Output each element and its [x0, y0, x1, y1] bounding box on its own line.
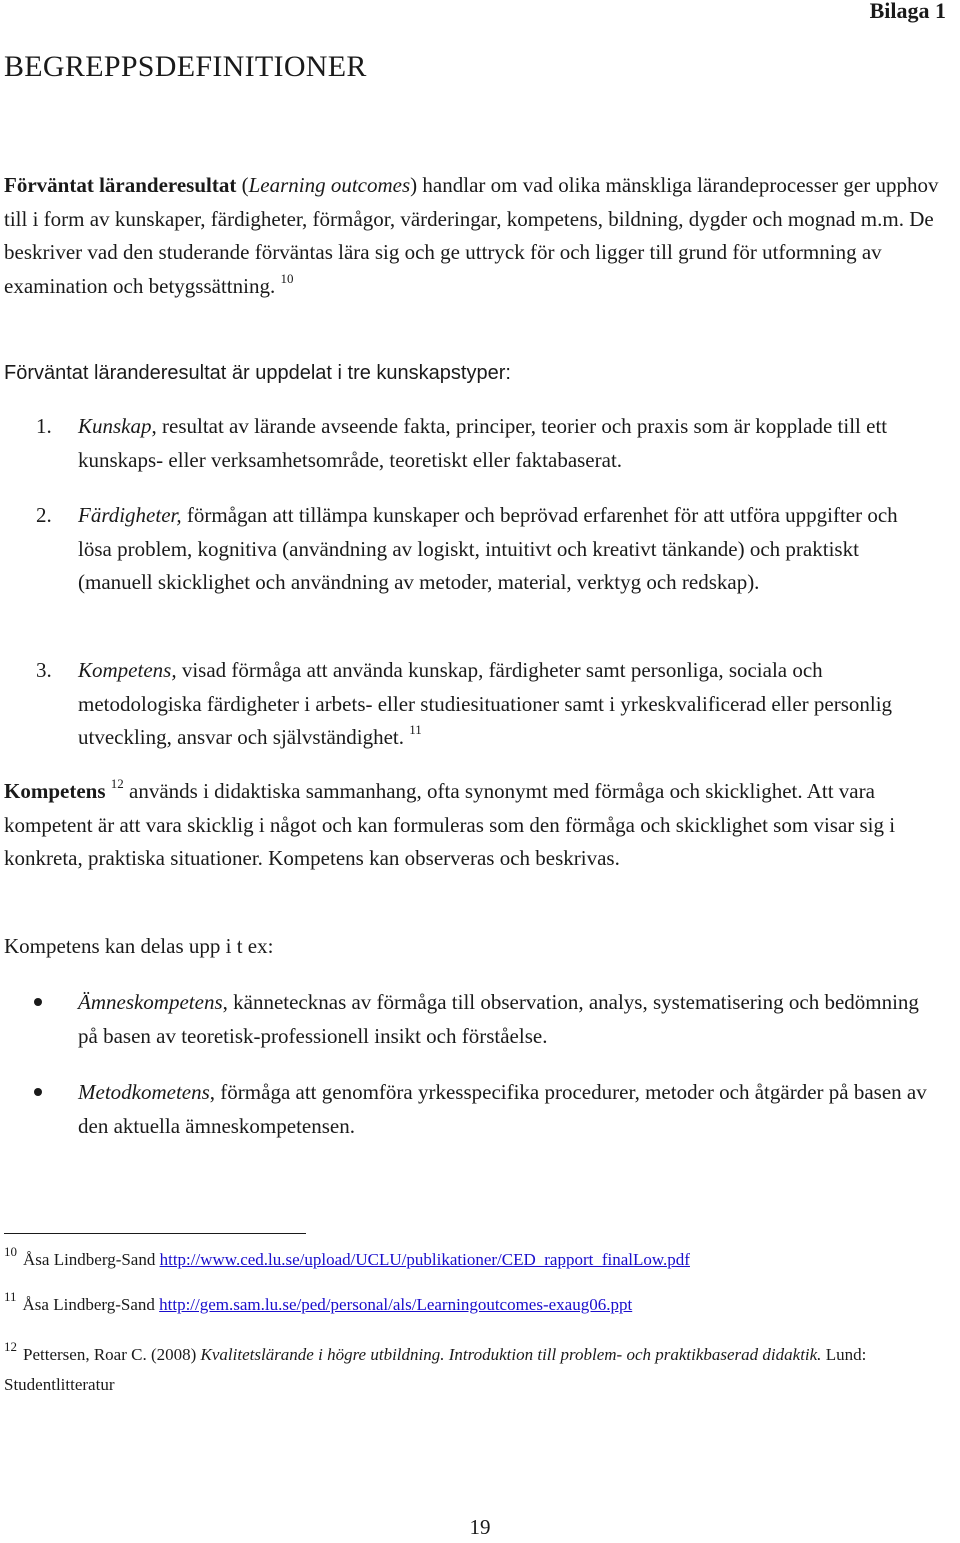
footnote-ref-11[interactable]: 11 — [409, 722, 422, 737]
footnote-separator — [4, 1233, 306, 1234]
type-number: 1. — [36, 414, 52, 438]
bullet-term: Ämneskompetens — [78, 990, 223, 1014]
footnote-11 — [4, 1290, 944, 1320]
footnote-link[interactable]: http://www.ced.lu.se/upload/UCLU/publikationer/CED_rapport_finalLow.pdf — [159, 1250, 690, 1269]
page-number: 19 — [469, 1515, 491, 1539]
attachment-label: Bilaga 1 — [869, 0, 946, 23]
footnote-author: Åsa Lindberg-Sand — [23, 1250, 160, 1269]
footnote-ref-12[interactable]: 12 — [110, 776, 124, 791]
type-text — [78, 654, 936, 755]
bullet-item-method-competence — [34, 1076, 939, 1143]
intro-term: Förväntat läranderesultat — [4, 173, 237, 197]
intro-text: ) handlar om vad olika mänskliga lärandeprocesser ger upphov till i form av kunskaper, färdigheter, förmågor, värderingar, kompetens, bildning, dygder och mognad m.m. De beskriver vad den studerande förväntas lära sig och ge uttryck för och ligger till grund för utformning av examination och betygssättning. — [4, 173, 939, 298]
bullet-text — [78, 1076, 939, 1143]
footnote-number: 12 — [4, 1339, 17, 1354]
type-item-skills — [36, 499, 936, 600]
footnote-title: Kvalitetslärande i högre utbildning. Introduktion till problem- och praktikbaserad didaktik. — [200, 1345, 822, 1364]
page-title: BEGREPPSDEFINITIONER — [4, 50, 367, 83]
type-text — [78, 410, 936, 477]
type-term: Kunskap — [78, 414, 152, 438]
types-heading: Förväntat läranderesultat är uppdelat i tre kunskapstyper: — [4, 362, 511, 384]
type-description: visad förmåga att använda kunskap, färdigheter samt personliga, sociala och metodologiska färdigheter i arbets- eller studiesituationer samt i yrkeskvalificerad eller personlig utveckling, ansvar och självständighet. — [78, 658, 893, 749]
bullet-term: Metodkometens — [78, 1080, 210, 1104]
intro-italic-term: Learning outcomes — [248, 173, 411, 197]
footnote-author: Pettersen, Roar C. (2008) — [23, 1345, 201, 1364]
division-heading: Kompetens kan delas upp i t ex: — [4, 934, 274, 958]
footnote-link[interactable]: http://gem.sam.lu.se/ped/personal/als/Learningoutcomes-exaug06.ppt — [159, 1295, 633, 1314]
type-term: Färdigheter, — [78, 503, 182, 527]
footnote-number: 11 — [4, 1289, 17, 1304]
kompetens-paragraph — [4, 775, 939, 876]
type-term: Kompetens, — [78, 658, 177, 682]
bullet-text — [78, 986, 939, 1053]
footnote-ref-10[interactable]: 10 — [280, 270, 294, 286]
footnote-number: 10 — [4, 1244, 17, 1259]
bullet-description: , kännetecknas av förmåga till observation, analys, systematisering och bedömning på basen av teoretisk-professionell insikt och förståelse. — [78, 990, 919, 1048]
kompetens-term: Kompetens — [4, 779, 106, 803]
bullet-icon — [34, 998, 42, 1006]
intro-text-before: ( — [236, 173, 249, 197]
bullet-description: , förmåga att genomföra yrkesspecifika procedurer, metoder och åtgärder på basen av den aktuella ämneskompetensen. — [78, 1080, 927, 1138]
footnote-publisher: Lund: Studentlitteratur — [4, 1345, 867, 1394]
type-number: 2. — [36, 503, 52, 527]
type-number: 3. — [36, 658, 52, 682]
footnote-10 — [4, 1245, 944, 1275]
footnote-author: Åsa Lindberg-Sand — [22, 1295, 160, 1314]
type-item-competence — [36, 654, 936, 755]
type-description: förmågan att tillämpa kunskaper och beprövad erfarenhet för att utföra uppgifter och lösa problem, kognitiva (användning av logiskt, intuitivt och kreativt tänkande) och praktiskt (manuell skicklighet och användning av metoder, material, verktyg och redskap). — [78, 503, 898, 594]
type-description: , resultat av lärande avseende fakta, principer, teorier och praxis som är kopplade till ett kunskaps- eller verksamhetsområde, teoretiskt eller faktabaserat. — [78, 414, 888, 472]
kompetens-text: används i didaktiska sammanhang, ofta synonymt med förmåga och skicklighet. Att vara kompetent är att vara skicklig i något och kan formuleras som den förmåga och skicklighet som visar sig i konkreta, praktiska situationer. Kompetens kan observeras och beskrivas. — [4, 779, 896, 870]
bullet-icon — [34, 1088, 42, 1096]
type-item-knowledge — [36, 410, 936, 477]
intro-paragraph — [4, 169, 939, 303]
type-text — [78, 499, 936, 600]
footnote-12 — [4, 1340, 944, 1400]
bullet-item-subject-competence — [34, 986, 939, 1053]
